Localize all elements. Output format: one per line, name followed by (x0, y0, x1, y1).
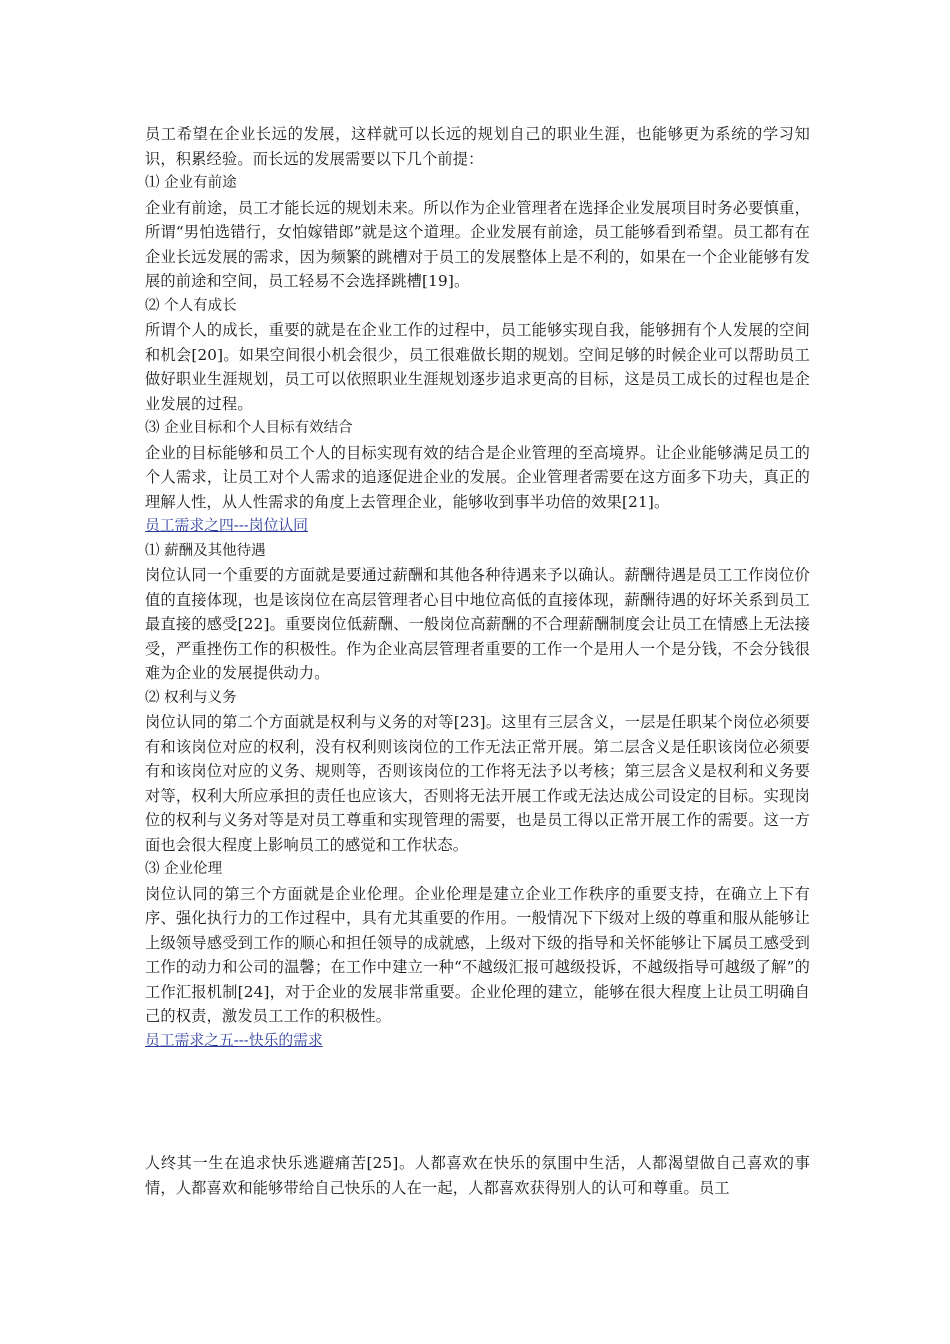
paragraph-personal-growth: 所谓个人的成长，重要的就是在企业工作的过程中，员工能够实现自我，能够拥有个人发展的空间和机会[20]。如果空间很小机会很少，员工很难做长期的规划。空间足够的时候企业可以帮助员工做好职业生涯规划，员工可以依照职业生涯规划逐步追求更高的目标，这是员工成长的过程也是企业发展的过程。 (145, 321, 810, 413)
subheading-2-personal-growth: ⑵ 个人有成长 (145, 297, 237, 314)
blank-gap (145, 1053, 810, 1151)
link-employee-need-4[interactable]: 员工需求之四---岗位认同 (145, 517, 308, 534)
subheading-3-ethics: ⑶ 企业伦理 (145, 861, 223, 877)
paragraph-goal-combination: 企业的目标能够和员工个人的目标实现有效的结合是企业管理的至高境界。让企业能够满足员工的个人需求，让员工对个人需求的追逐促进企业的发展。企业管理者需要在这方面多下功夫，真正的理解人性，从人性需求的角度上去管理企业，能够收到事半功倍的效果[21]。 (145, 443, 810, 511)
document-page (145, 122, 810, 1200)
paragraph-rights-duties: 岗位认同的第二个方面就是权利与义务的对等[23]。这里有三层含义，一层是任职某个岗位必须要有和该岗位对应的权利，没有权利则该岗位的工作无法正常开展。第二层含义是任职该岗位必须要有和该岗位对应的义务、规则等，否则该岗位的工作将无法予以考核；第三层含义是权利和义务要对等，权利大所应承担的责任也应该大，否则将无法开展工作或无法达成公司设定的目标。实现岗位的权利与义务对等是对员工尊重和实现管理的需要，也是员工得以正常开展工作的需要。这一方面也会很大程度上影响员工的感觉和工作状态。 (145, 713, 810, 854)
subheading-1-company-future: ⑴ 企业有前途 (145, 175, 237, 191)
paragraph-happiness: 人终其一生在追求快乐逃避痛苦[25]。人都喜欢在快乐的氛围中生活，人都渴望做自己喜欢的事情，人都喜欢和能够带给自己快乐的人在一起，人都喜欢获得别人的认可和尊重。员工 (145, 1154, 810, 1197)
paragraph-ethics: 岗位认同的第三个方面就是企业伦理。企业伦理是建立企业工作秩序的重要支持，在确立上下有序、强化执行力的工作过程中，具有尤其重要的作用。一般情况下下级对上级的尊重和服从能够让上级领导感受到工作的顺心和担任领导的成就感，上级对下级的指导和关怀能够让下属员工感受到工作的动力和公司的温馨；在工作中建立一种“不越级汇报可越级投诉，不越级指导可越级了解”的工作汇报机制[24]，对于企业的发展非常重要。企业伦理的建立，能够在很大程度上让员工明确自己的权责，激发员工工作的积极性。 (145, 884, 810, 1025)
link-employee-need-5[interactable]: 员工需求之五---快乐的需求 (145, 1031, 323, 1049)
subheading-3-goal-combination: ⑶ 企业目标和个人目标有效结合 (145, 420, 353, 436)
paragraph-intro: 员工希望在企业长远的发展，这样就可以长远的规划自己的职业生涯，也能够更为系统的学习知识，积累经验。而长远的发展需要以下几个前提： (145, 125, 810, 168)
paragraph-company-future: 企业有前途，员工才能长远的规划未来。所以作为企业管理者在选择企业发展项目时务必要慎重，所谓“男怕选错行，女怕嫁错郎”就是这个道理。企业发展有前途，员工能够看到希望。员工都有在企业长远发展的需求，因为频繁的跳槽对于员工的发展整体上是不利的，如果在一个企业能够有发展的前途和空间，员工轻易不会选择跳槽[19]。 (145, 198, 810, 290)
paragraph-salary: 岗位认同一个重要的方面就是要通过薪酬和其他各种待遇来予以确认。薪酬待遇是员工工作岗位价值的直接体现，也是该岗位在高层管理者心目中地位高低的直接体现，薪酬待遇的好坏关系到员工最直接的感受[22]。重要岗位低薪酬、一般岗位高薪酬的不合理薪酬制度会让员工在情感上无法接受，严重挫伤工作的积极性。作为企业高层管理者重要的工作一个是用人一个是分钱，不会分钱很难为企业的发展提供动力。 (145, 566, 810, 682)
subheading-1-salary: ⑴ 薪酬及其他待遇 (145, 542, 266, 559)
subheading-2-rights-duties: ⑵ 权利与义务 (145, 689, 237, 706)
